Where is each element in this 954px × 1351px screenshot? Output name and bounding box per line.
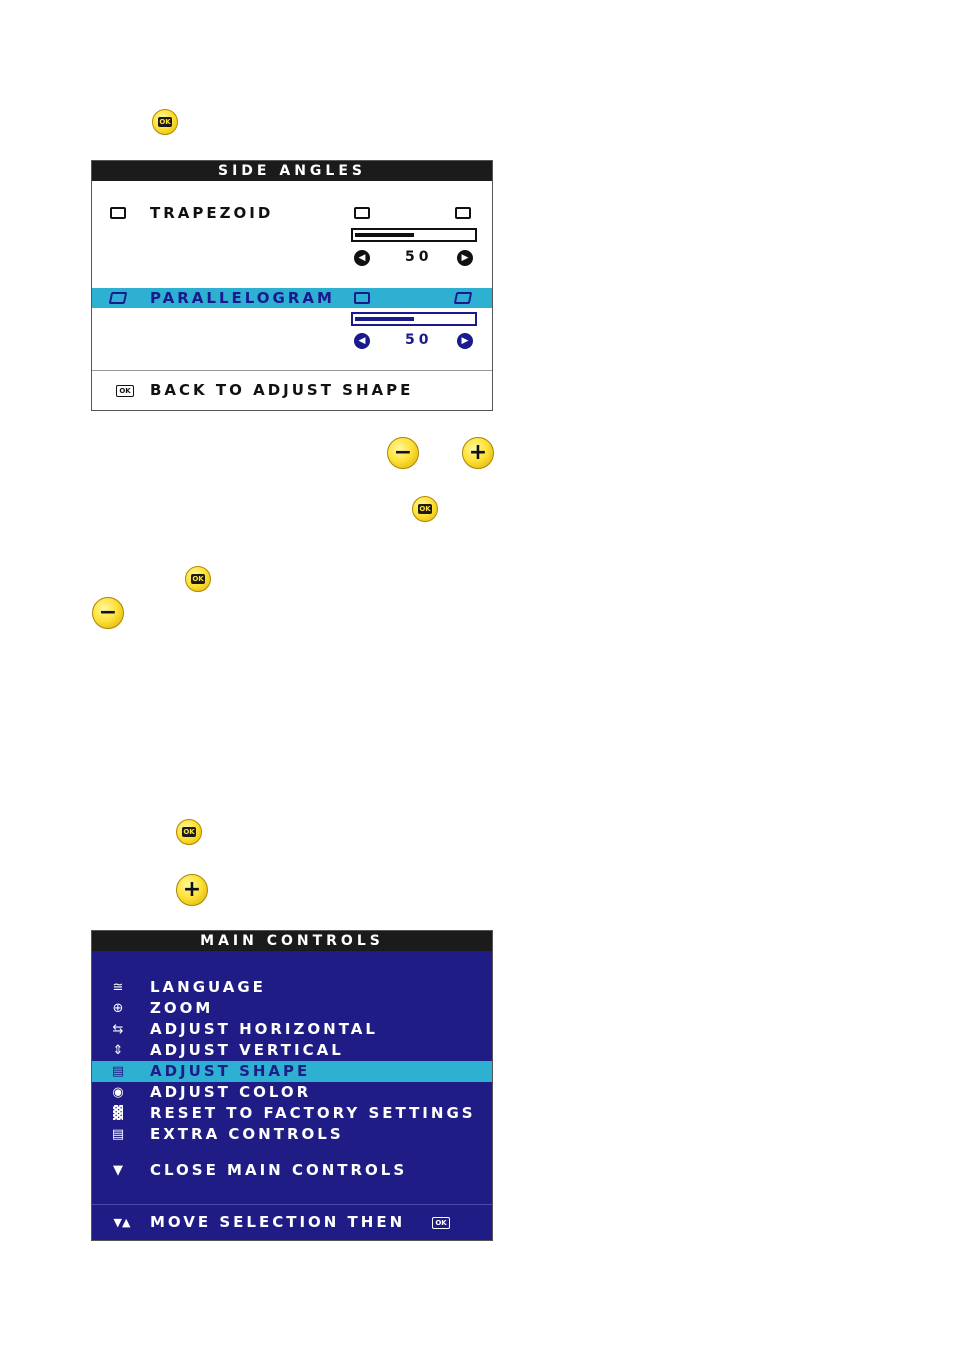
back-to-adjust-shape[interactable]: BACK TO ADJUST SHAPE [150, 381, 414, 399]
menu-item-adjust-horizontal[interactable] [92, 1019, 492, 1040]
minus-button-icon[interactable] [387, 437, 419, 469]
panel-divider [92, 370, 492, 371]
trapezoid-icon [110, 207, 126, 219]
menu-item-close-main-controls[interactable] [92, 1160, 492, 1181]
menu-item-label: ADJUST HORIZONTAL [150, 1020, 378, 1038]
language-icon: ≅ [112, 980, 124, 995]
menu-item-reset-factory[interactable] [92, 1103, 492, 1124]
parallelogram-decrease-icon[interactable]: ◀ [354, 333, 370, 349]
color-icon: ◉ [112, 1085, 124, 1100]
trapezoid-increase-icon[interactable]: ▶ [457, 250, 473, 266]
menu-item-label: EXTRA CONTROLS [150, 1125, 344, 1143]
menu-item-adjust-vertical[interactable] [92, 1040, 492, 1061]
menu-item-zoom[interactable] [92, 998, 492, 1019]
side-angles-panel [91, 160, 493, 411]
ok-label: OK [159, 118, 171, 126]
minus-glyph: − [98, 600, 118, 625]
parallelogram-right-icon [454, 292, 473, 304]
ok-button-icon[interactable] [412, 496, 438, 522]
menu-item-extra-controls[interactable] [92, 1124, 492, 1145]
shape-icon: ▤ [111, 1064, 125, 1079]
ok-chip-icon: OK [116, 385, 134, 397]
factory-icon: ▓ [113, 1106, 123, 1121]
main-controls-title: MAIN CONTROLS [92, 931, 492, 951]
parallelogram-slider[interactable] [351, 312, 477, 326]
menu-item-label: ADJUST VERTICAL [150, 1041, 344, 1059]
parallelogram-slider-fill [355, 317, 414, 321]
menu-item-language[interactable] [92, 977, 492, 998]
menu-item-adjust-shape[interactable] [92, 1061, 492, 1082]
trapezoid-label[interactable]: TRAPEZOID [150, 204, 274, 222]
trapezoid-slider-fill [355, 233, 414, 237]
menu-item-label: ADJUST COLOR [150, 1083, 312, 1101]
parallelogram-icon [109, 292, 128, 304]
parallelogram-left-icon [354, 292, 370, 304]
panel-divider [92, 1204, 492, 1205]
footer-hint [92, 1212, 492, 1233]
plus-button-icon[interactable] [462, 437, 494, 469]
horizontal-icon: ⇆ [112, 1022, 124, 1037]
parallelogram-value: 50 [405, 332, 433, 348]
ok-button-icon[interactable] [185, 566, 211, 592]
ok-label: OK [183, 828, 195, 836]
trapezoid-right-icon [455, 207, 471, 219]
zoom-icon: ⊕ [112, 1001, 124, 1016]
plus-glyph: + [182, 877, 202, 902]
footer-hint-label: MOVE SELECTION THEN [150, 1213, 406, 1231]
side-angles-title: SIDE ANGLES [92, 161, 492, 181]
minus-glyph: − [393, 440, 413, 465]
trapezoid-left-icon [354, 207, 370, 219]
menu-item-label: ZOOM [150, 999, 214, 1017]
minus-button-icon[interactable] [92, 597, 124, 629]
extra-controls-icon: ▤ [111, 1127, 125, 1142]
trapezoid-decrease-icon[interactable]: ◀ [354, 250, 370, 266]
ok-label: OK [192, 575, 204, 583]
menu-item-label: CLOSE MAIN CONTROLS [150, 1161, 408, 1179]
menu-item-label: ADJUST SHAPE [150, 1062, 311, 1080]
ok-chip-icon: OK [432, 1217, 450, 1229]
vertical-icon: ⇕ [112, 1043, 124, 1058]
trapezoid-slider[interactable] [351, 228, 477, 242]
ok-label: OK [419, 505, 431, 513]
main-controls-panel [91, 930, 493, 1241]
parallelogram-increase-icon[interactable]: ▶ [457, 333, 473, 349]
parallelogram-label[interactable]: PARALLELOGRAM [150, 289, 335, 307]
down-arrow-icon: ▼ [113, 1163, 123, 1178]
plus-button-icon[interactable] [176, 874, 208, 906]
ok-button-icon[interactable] [152, 109, 178, 135]
up-down-arrows-icon: ▼▲ [113, 1216, 131, 1229]
menu-item-label: RESET TO FACTORY SETTINGS [150, 1104, 476, 1122]
plus-glyph: + [468, 440, 488, 465]
trapezoid-value: 50 [405, 249, 433, 265]
ok-button-icon[interactable] [176, 819, 202, 845]
menu-item-label: LANGUAGE [150, 978, 266, 996]
menu-item-adjust-color[interactable] [92, 1082, 492, 1103]
